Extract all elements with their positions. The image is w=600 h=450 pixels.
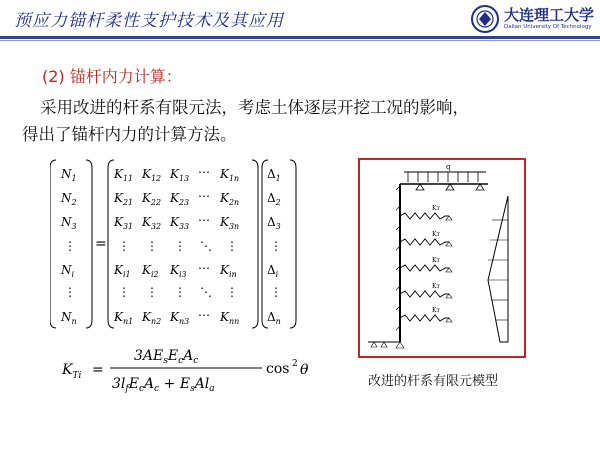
figure-caption: 改进的杆系有限元模型 (368, 374, 499, 389)
svg-text:⋯: ⋯ (198, 165, 210, 179)
svg-text:N1: $N_1$ (61, 167, 77, 183)
svg-text:Knn: $K_{nn}$ (220, 310, 240, 326)
header-bar (0, 0, 600, 38)
svg-text:2: 2 (292, 359, 298, 369)
svg-text:⋯: ⋯ (198, 261, 210, 275)
svg-text:Kт: Kт (432, 205, 440, 212)
svg-text:Kт: Kт (432, 231, 440, 238)
stiffness-matrix-equation (50, 156, 350, 336)
svg-text:N3: $N_3$ (61, 215, 77, 231)
svg-text:⋱: ⋱ (200, 239, 212, 253)
svg-text:Δi: $\Delta_i$ (267, 263, 279, 279)
svg-text:⋮: ⋮ (226, 239, 238, 253)
svg-text:K23: $K_{23}$ (170, 191, 190, 207)
svg-text:⋮: ⋮ (118, 285, 130, 299)
svg-text:Kт: Kт (432, 307, 440, 314)
svg-text:⋮: ⋮ (146, 285, 158, 299)
svg-text:⋮: ⋮ (64, 285, 76, 299)
svg-text:⋮: ⋮ (174, 239, 186, 253)
svg-text:K33: $K_{33}$ (170, 215, 190, 231)
svg-text:⋮: ⋮ (64, 239, 76, 253)
university-logo (470, 3, 598, 35)
svg-text:K32: $K_{32}$ (142, 215, 162, 231)
svg-text:N2: $N_2$ (61, 191, 77, 207)
svg-text:K31: $K_{31}$ (114, 215, 134, 231)
fe-model-figure (358, 158, 526, 358)
svg-text:Δ2: $\Delta_2$ (267, 191, 281, 207)
svg-text:Ni: $N_i$ (61, 263, 75, 279)
svg-text:Nn: $N_n$ (61, 310, 77, 326)
svg-text:⋱: ⋱ (200, 285, 212, 299)
svg-text:⋮: ⋮ (146, 239, 158, 253)
svg-text:K12: $K_{12}$ (142, 167, 162, 183)
anchor-stiffness-formula (62, 340, 302, 400)
svg-text:⋮: ⋮ (270, 285, 282, 299)
svg-text:K13: $K_{13}$ (170, 167, 190, 183)
svg-text:Kn2: $K_{n2}$ (142, 310, 162, 326)
svg-text:K1n: $K_{1n}$ (220, 167, 240, 183)
svg-text:=: = (95, 236, 107, 252)
header-divider-thin (0, 40, 600, 41)
svg-text:KTi: $K_{Ti}$ (62, 362, 82, 381)
svg-text:Δ3: $\Delta_3$ (267, 215, 281, 231)
svg-text:3lfEcAc + EsAla: $3l_fE_cA_c + E_sAl_a$ (112, 376, 215, 394)
svg-text:K11: $K_{11}$ (114, 167, 134, 183)
svg-text:3AEsEcAc: $3AE_sE_cA_c$ (134, 348, 199, 366)
svg-text:=: = (92, 362, 104, 378)
svg-text:cos: cos (266, 361, 290, 377)
svg-text:Kт: Kт (432, 257, 440, 264)
svg-text:Kn1: $K_{n1}$ (114, 310, 134, 326)
svg-text:K2n: $K_{2n}$ (220, 191, 240, 207)
svg-text:⋮: ⋮ (174, 285, 186, 299)
section-heading: (2) 锚杆内力计算： (42, 67, 182, 86)
svg-text:Ki3: $K_{i3}$ (170, 263, 187, 279)
fe-model-diagram (360, 160, 524, 356)
logo-text: 大连理工大学 (504, 6, 595, 24)
svg-text:Kn3: $K_{n3}$ (170, 310, 190, 326)
page-title: 预应力锚杆柔性支护技术及其应用 (14, 11, 284, 31)
svg-text:⋮: ⋮ (226, 285, 238, 299)
header-divider (0, 36, 600, 39)
svg-text:Kin: $K_{in}$ (220, 263, 237, 279)
svg-text:⋯: ⋯ (198, 308, 210, 322)
svg-text:Ki1: $K_{i1}$ (114, 263, 131, 279)
university-emblem-icon (470, 4, 500, 34)
svg-text:Δn: $\Delta_n$ (267, 310, 281, 326)
svg-text:K3n: $K_{3n}$ (220, 215, 240, 231)
svg-text:Ki2: $K_{i2}$ (142, 263, 159, 279)
load-label: q (446, 163, 451, 171)
svg-text:Δ1: $\Delta_1$ (267, 167, 281, 183)
description-line-1: 采用改进的杆系有限元法，考虑土体逐层开挖工况的影响， (40, 98, 469, 117)
svg-text:K21: $K_{21}$ (114, 191, 134, 207)
svg-text:⋮: ⋮ (270, 239, 282, 253)
svg-text:Kт: Kт (432, 283, 440, 290)
description-line-2: 得出了锚杆内力的计算方法。 (22, 125, 237, 144)
logo-subtitle: Dalian University Of Technology (504, 24, 592, 30)
svg-text:⋯: ⋯ (198, 189, 210, 203)
svg-text:K22: $K_{22}$ (142, 191, 162, 207)
svg-text:⋯: ⋯ (198, 213, 210, 227)
svg-text:⋮: ⋮ (118, 239, 130, 253)
theta-symbol: θ (300, 362, 309, 378)
